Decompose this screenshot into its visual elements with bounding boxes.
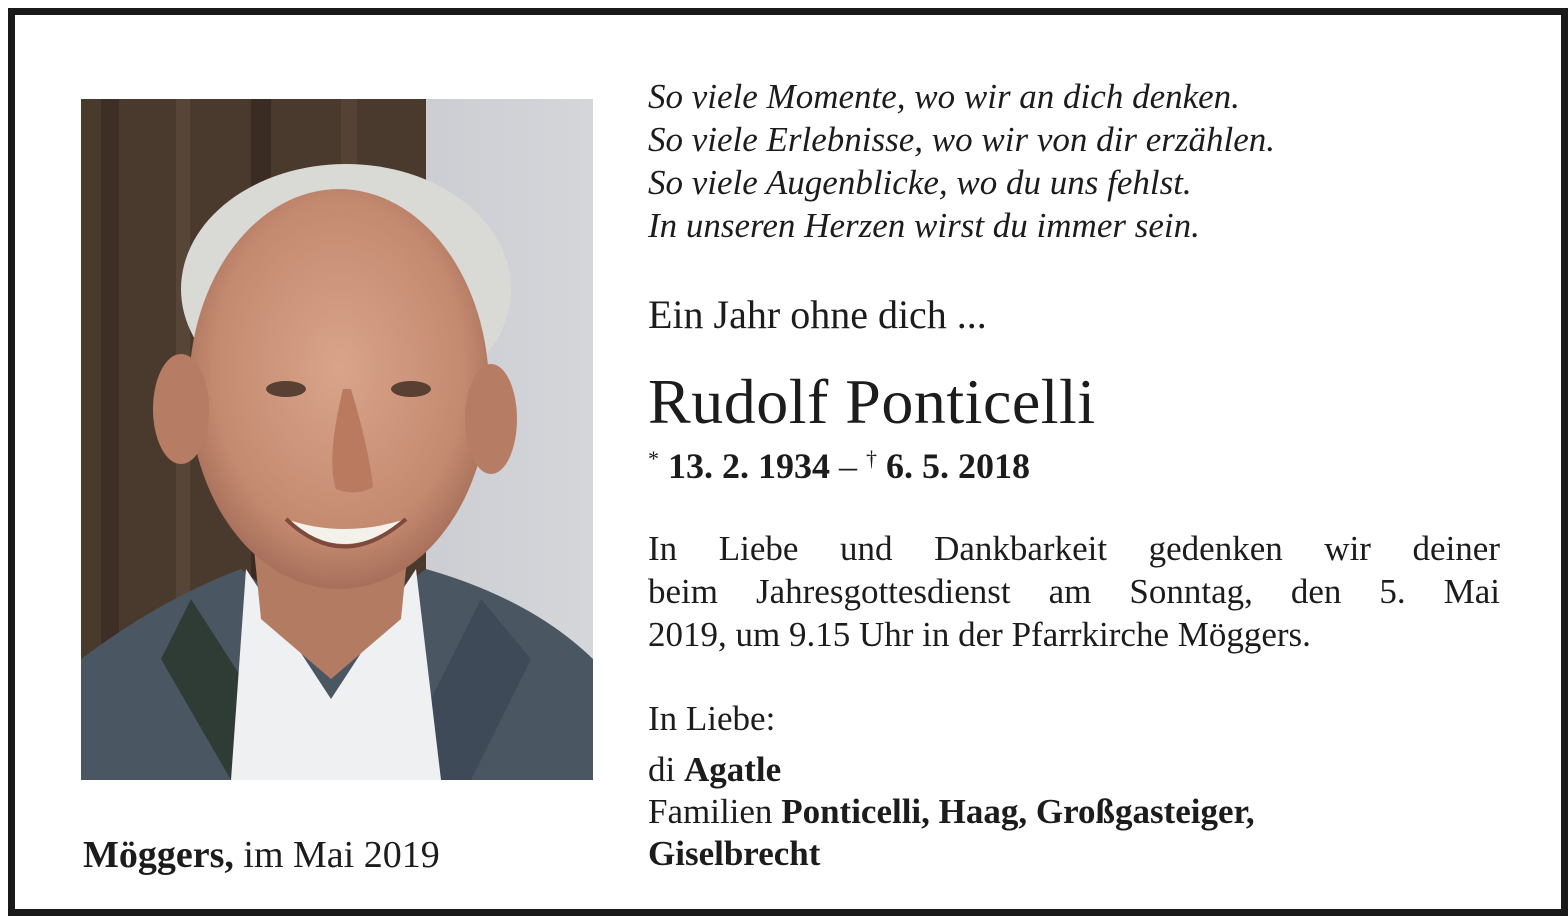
signer-prefix: Familien — [648, 792, 773, 831]
portrait-photo — [81, 99, 593, 780]
place-name: Möggers, — [83, 834, 234, 876]
date-separator: – — [839, 446, 857, 486]
memorial-text — [648, 527, 1500, 656]
poem-line: So viele Erlebnisse, wo wir von dir erzählen. — [648, 120, 1276, 159]
memorial-text-line: beim Jahresgottesdienst am Sonntag, den 5. Mai — [648, 572, 1500, 611]
birth-date: 13. 2. 1934 — [668, 446, 830, 486]
signers — [648, 749, 1255, 875]
subtitle: Ein Jahr ohne dich ... — [648, 292, 987, 337]
signer-name: Agatle — [683, 750, 782, 789]
poem-line: So viele Momente, wo wir an dich denken. — [648, 77, 1240, 116]
poem-line: In unseren Herzen wirst du immer sein. — [648, 206, 1200, 245]
signer-line-2 — [648, 791, 1255, 833]
signer-families: Ponticelli, Haag, Großgasteiger, — [781, 792, 1255, 831]
memorial-text-line: In Liebe und Dankbarkeit gedenken wir deiner — [648, 529, 1500, 568]
signer-families: Giselbrecht — [648, 834, 821, 873]
signer-line-3 — [648, 833, 1255, 875]
obituary-notice — [8, 8, 1568, 916]
signer-prefix: di — [648, 750, 676, 789]
deceased-name: Rudolf Ponticelli — [648, 366, 1096, 437]
memorial-text-line: 2019, um 9.15 Uhr in der Pfarrkirche Möggers. — [648, 615, 1311, 654]
poem-line: So viele Augenblicke, wo du uns fehlst. — [648, 163, 1192, 202]
poem — [648, 75, 1275, 247]
life-dates — [648, 445, 1030, 487]
love-label: In Liebe: — [648, 699, 776, 738]
place-date-line — [83, 833, 440, 877]
birth-symbol: * — [648, 446, 659, 471]
place-date: im Mai 2019 — [243, 834, 440, 876]
death-date: 6. 5. 2018 — [886, 446, 1030, 486]
death-symbol: † — [866, 446, 877, 471]
signer-line-1 — [648, 749, 1255, 791]
